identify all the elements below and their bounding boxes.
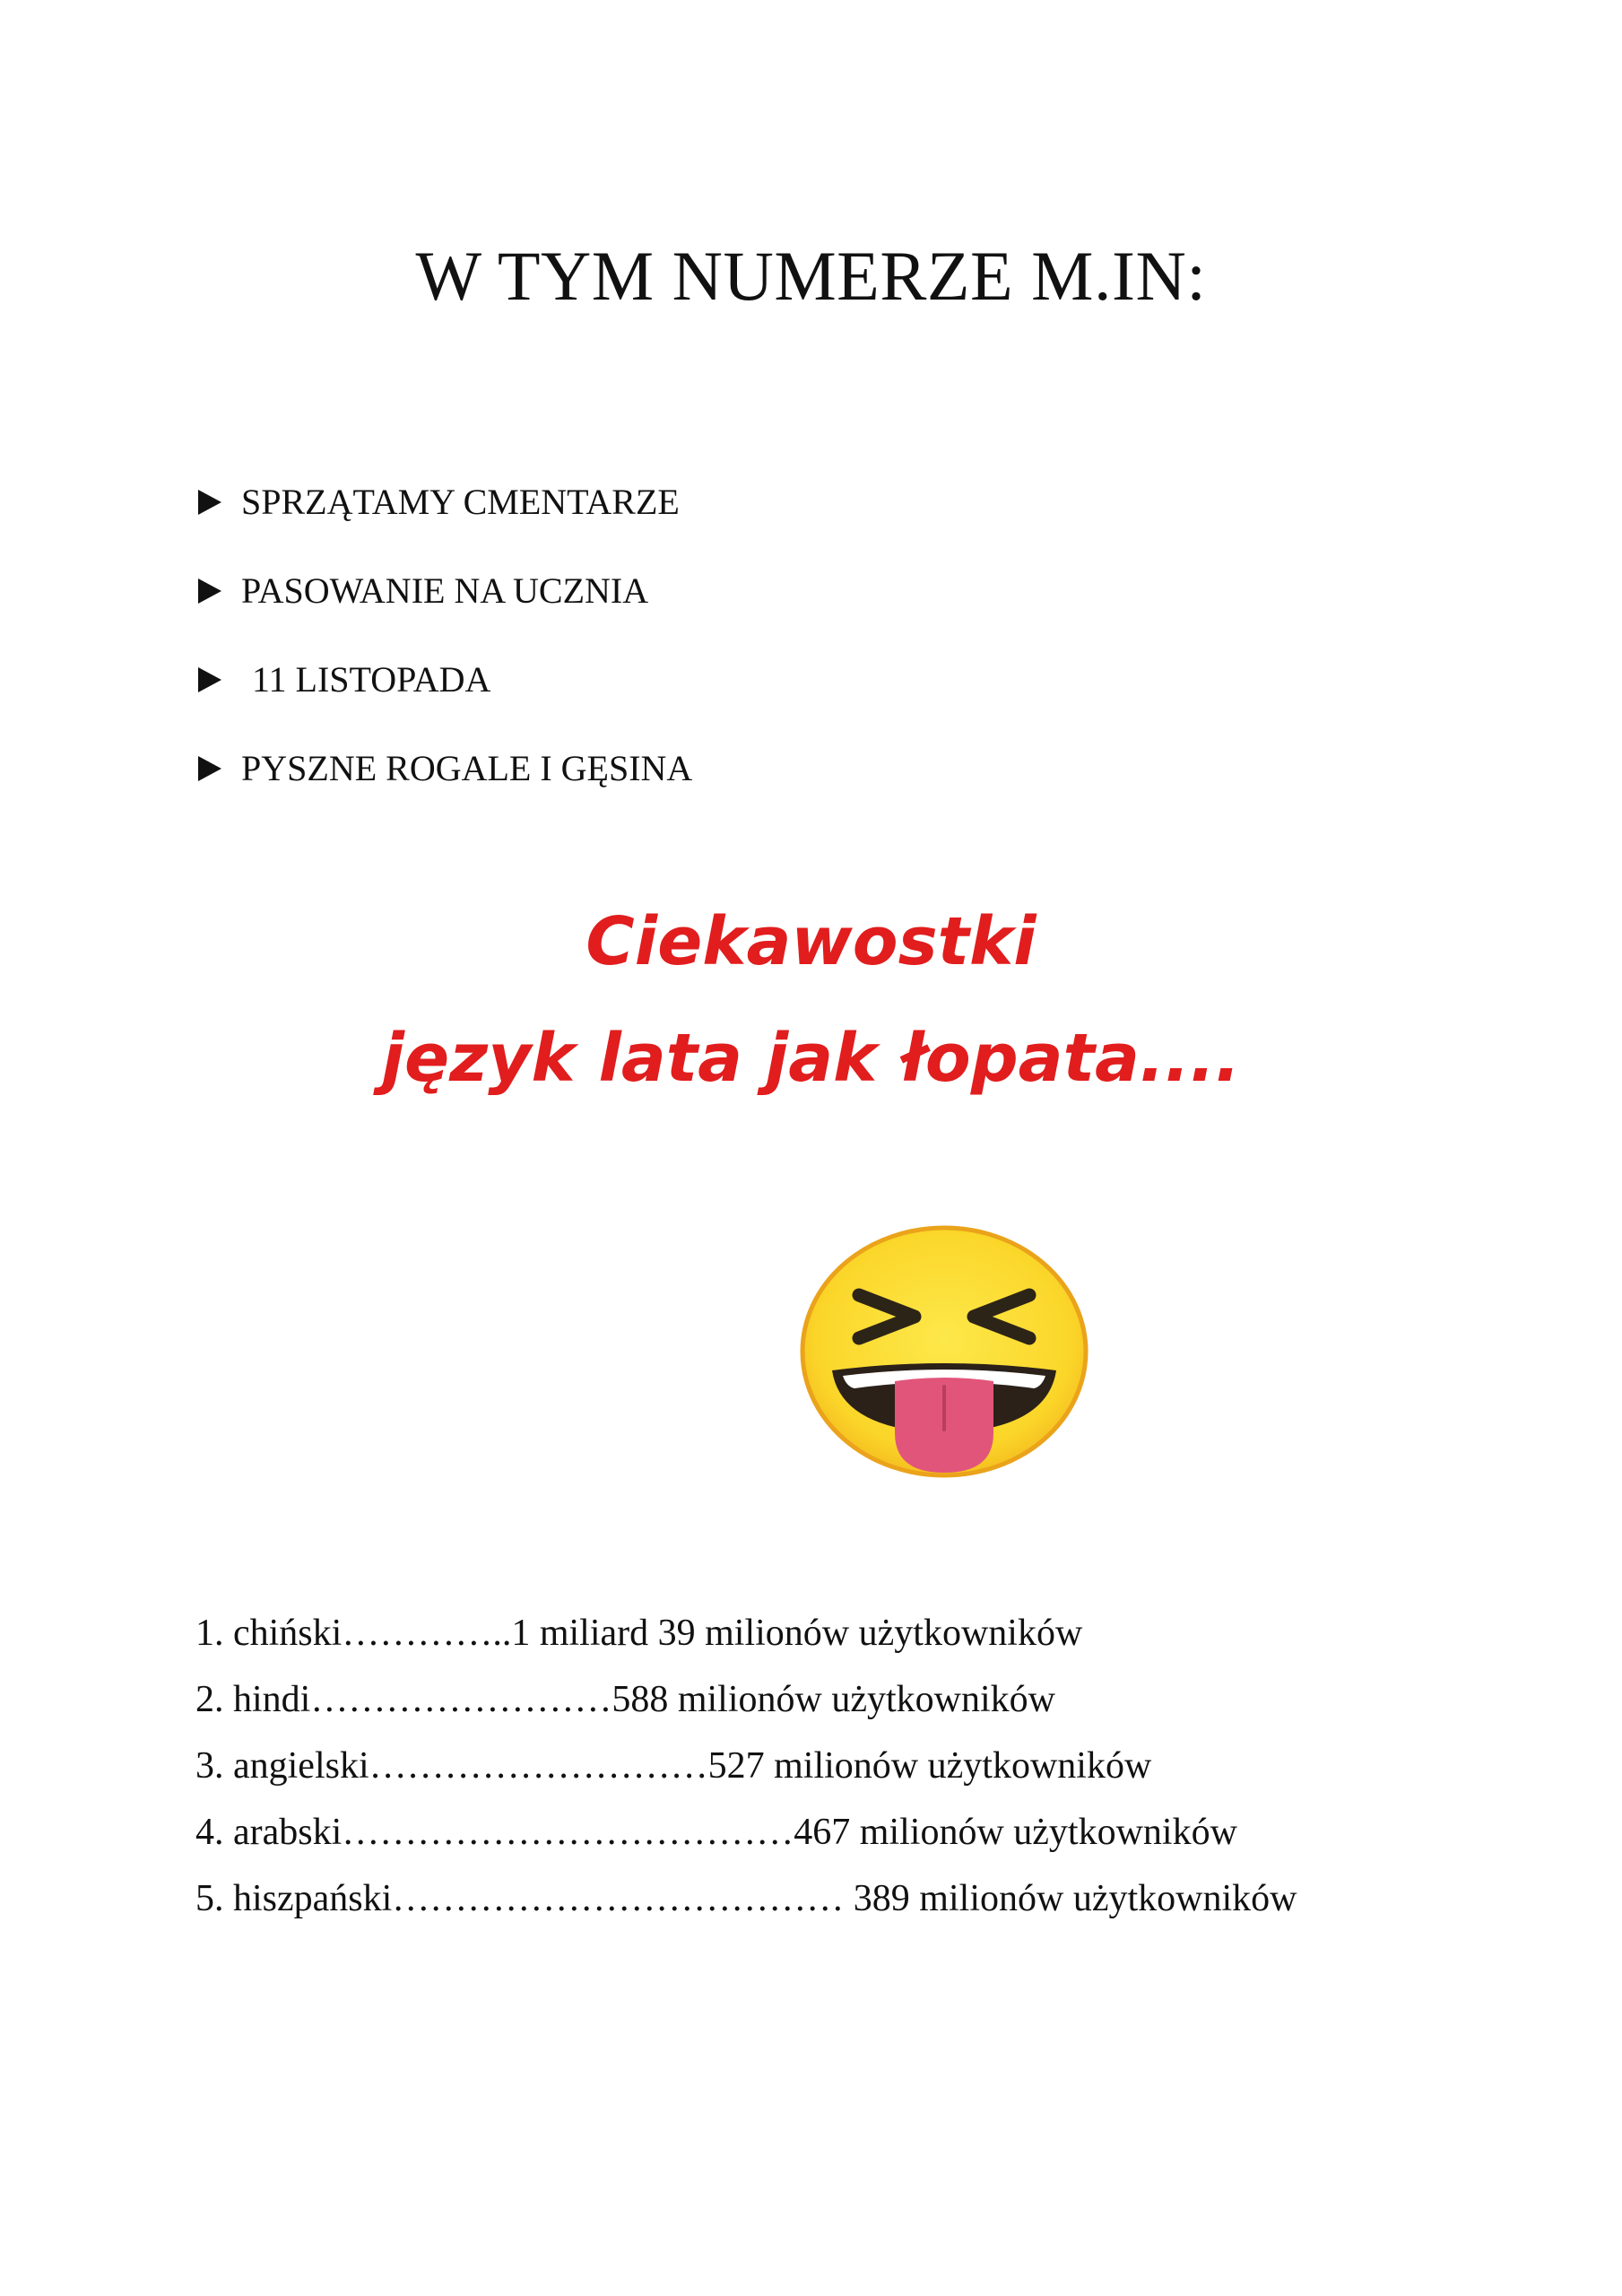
language-ranking-list [195,1600,1297,1932]
trivia-subheading: język lata jak łopata.... [381,1020,1241,1097]
ranking-item: 5. hiszpański……………………………… 389 milionów użytkowników [195,1878,1297,1919]
page-title: W TYM NUMERZE M.IN: [415,237,1207,315]
ranking-item: 1. chiński…………..1 miliard 39 milionów użytkowników [195,1613,1083,1654]
contents-item-label: SPRZĄTAMY CMENTARZE [241,482,680,522]
contents-item-label: 11 LISTOPADA [252,659,491,700]
contents-item [198,742,692,831]
contents-item [198,475,692,564]
ranking-item: 2. hindi……………………588 milionów użytkowników [195,1679,1055,1720]
arrow-right-icon [198,578,221,604]
contents-list [198,475,692,831]
arrow-right-icon [198,667,221,692]
contents-item [198,653,692,742]
squinting-face-with-tongue-icon [796,1222,1092,1491]
contents-item-label: PASOWANIE NA UCZNIA [241,570,649,611]
arrow-right-icon [198,490,221,515]
arrow-right-icon [198,756,221,781]
trivia-heading: Ciekawostki [585,903,1037,980]
ranking-item: 4. arabski………………………………467 milionów użytkowników [195,1812,1237,1853]
contents-item-label: PYSZNE ROGALE I GĘSINA [241,748,693,788]
contents-item [198,564,692,653]
ranking-item: 3. angielski………………………527 milionów użytkowników [195,1745,1152,1787]
